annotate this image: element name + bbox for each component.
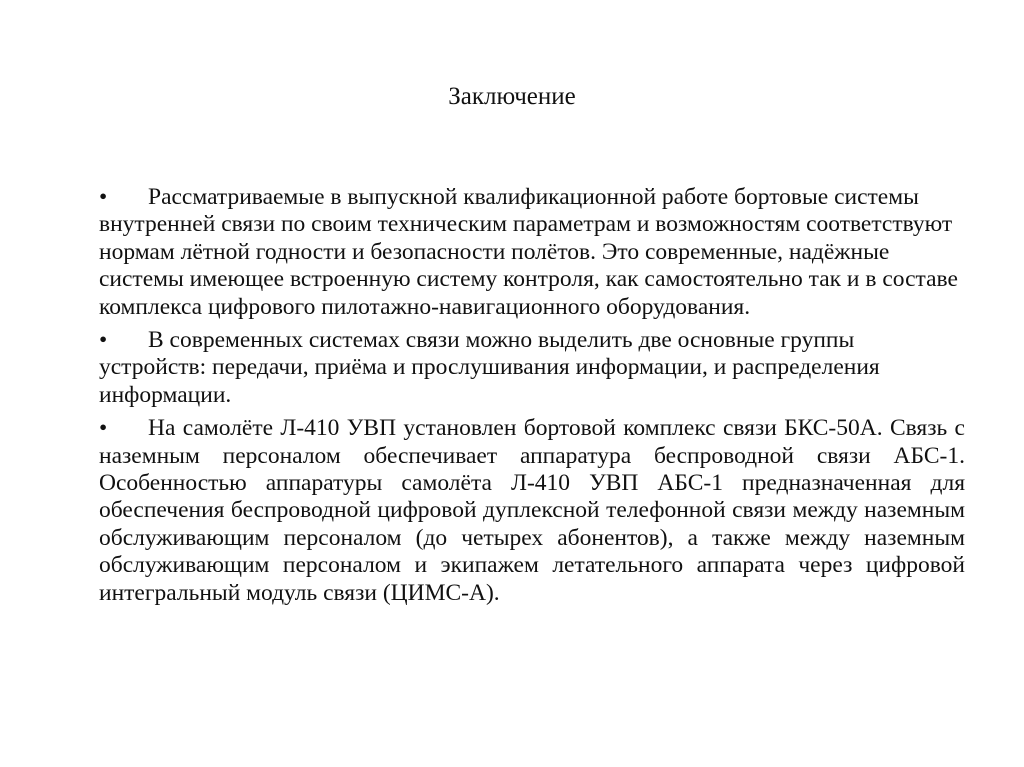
bullet-item (99, 415, 965, 607)
bullet-text: На самолёте Л-410 УВП установлен бортовой комплекс связи БКС-50А. Связь с наземным персоналом обеспечивает аппаратура беспроводной связи АБС-1. Особенностью аппаратуры самолёта Л-410 УВП АБС-1 предназначенная для обеспечения беспроводной цифровой дуплексной телефонной связи между наземным обслуживающим персоналом (до четырех абонентов), а также между наземным обслуживающим персоналом и экипажем летательного аппарата через цифровой интегральный модуль связи (ЦИМС-А). (99, 415, 965, 606)
bullet-text: В современных системах связи можно выделить две основные группы устройств: передачи, приёма и прослушивания информации, и распределения информации. (99, 327, 880, 408)
bullet-marker: • (99, 184, 108, 210)
bullet-list (99, 184, 965, 613)
bullet-item (99, 327, 965, 409)
bullet-marker: • (99, 327, 108, 354)
bullet-item (99, 184, 965, 321)
bullet-text: Рассматриваемые в выпускной квалификационной работе бортовые системы внутренней связи по своим техническим параметрам и возможностям соответствуют нормам лётной годности и безопасности полётов. Это современные, надёжные системы имеющее встроенную систему контроля, как самостоятельно так и в составе комплекса цифрового пилотажно-навигационного оборудования. (99, 184, 958, 320)
bullet-marker: • (99, 415, 108, 442)
slide-title: Заключение (448, 83, 576, 110)
